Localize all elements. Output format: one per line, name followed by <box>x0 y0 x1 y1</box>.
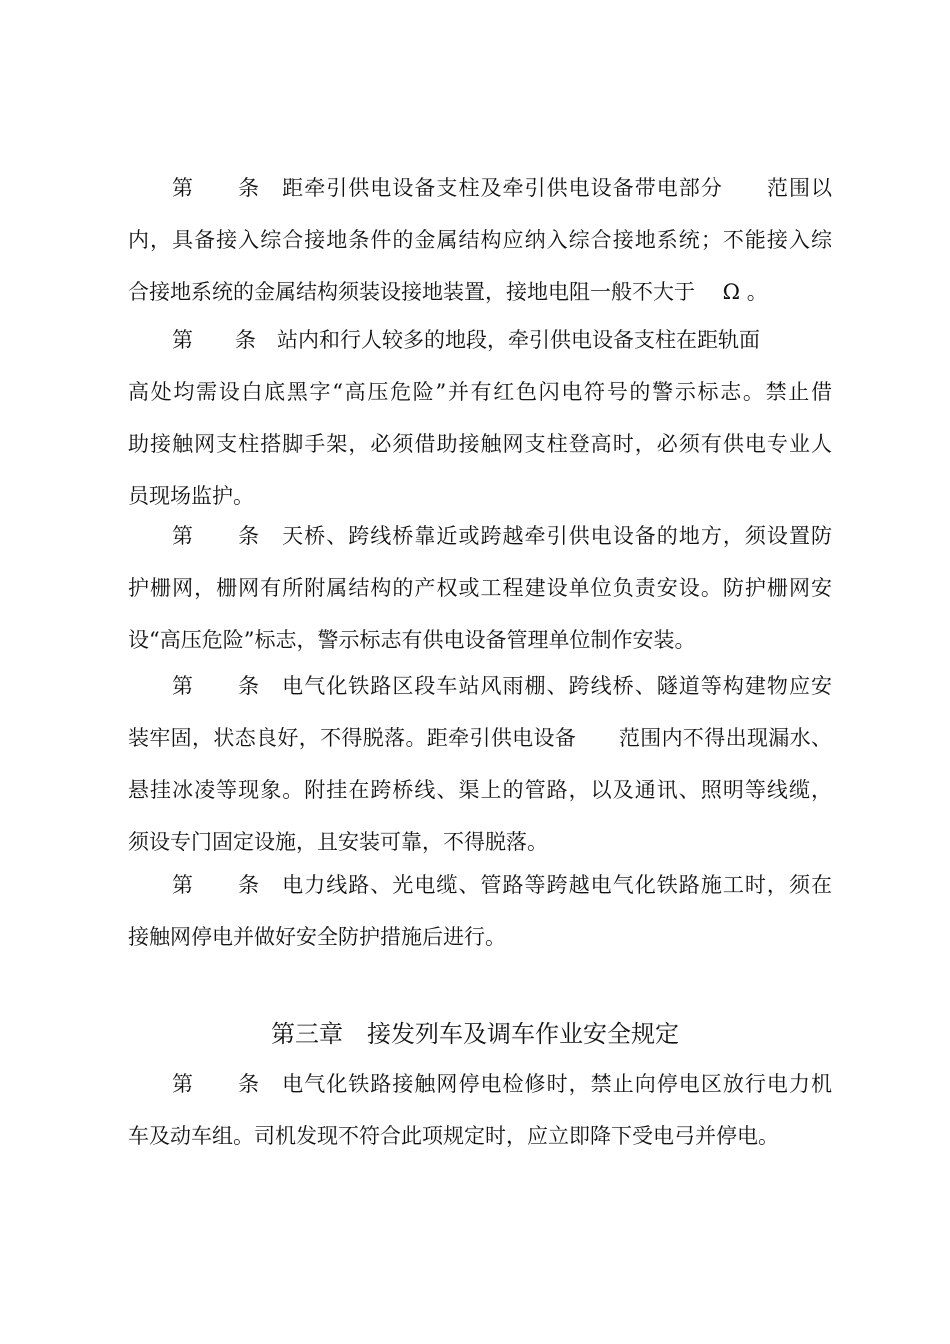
paragraph-line: 设“高压危险”标志，警示标志有供电设备管理单位制作安装。 <box>128 628 696 652</box>
paragraph-line: 装牢固，状态良好，不得脱落。距牵引供电设备 范围内不得出现漏水、 <box>128 726 832 750</box>
article-paragraph <box>128 314 832 522</box>
paragraph-line: 高处均需设白底黑字“高压危险”并有红色闪电符号的警示标志。禁止借 <box>128 380 832 404</box>
paragraph-line: 第 条 站内和行人较多的地段，牵引供电设备支柱在距轨面 <box>172 328 760 352</box>
article-paragraph <box>128 510 832 666</box>
article-paragraph <box>128 859 832 963</box>
paragraph-line: 悬挂冰凌等现象。附挂在跨桥线、渠上的管路，以及通讯、照明等线缆， <box>128 778 832 802</box>
article-paragraph <box>128 162 832 318</box>
paragraph-line: 内，具备接入综合接地条件的金属结构应纳入综合接地系统；不能接入综 <box>128 228 832 252</box>
paragraph-line: 车及动车组。司机发现不符合此项规定时，应立即降下受电弓并停电。 <box>128 1124 779 1148</box>
paragraph-line: 合接地系统的金属结构须装设接地装置，接地电阻一般不大于 Ω 。 <box>128 280 768 304</box>
paragraph-line: 助接触网支柱搭脚手架，必须借助接触网支柱登高时，必须有供电专业人 <box>128 432 832 456</box>
paragraph-line: 第 条 电气化铁路区段车站风雨棚、跨线桥、隧道等构建物应安 <box>172 674 832 698</box>
chapter-title: 第三章 接发列车及调车作业安全规定 <box>271 1020 679 1048</box>
paragraph-line: 护栅网，栅网有所附属结构的产权或工程建设单位负责安设。防护栅网安 <box>128 576 832 600</box>
paragraph-line: 第 条 电气化铁路接触网停电检修时，禁止向停电区放行电力机 <box>172 1072 832 1096</box>
paragraph-line: 接触网停电并做好安全防护措施后进行。 <box>128 925 506 949</box>
article-paragraph <box>128 660 832 868</box>
article-paragraph <box>128 1058 832 1162</box>
paragraph-line: 第 条 距牵引供电设备支柱及牵引供电设备带电部分 范围以 <box>172 176 832 200</box>
paragraph-line: 员现场监护。 <box>128 484 254 508</box>
paragraph-line: 须设专门固定设施，且安装可靠，不得脱落。 <box>128 830 548 854</box>
paragraph-line: 第 条 电力线路、光电缆、管路等跨越电气化铁路施工时，须在 <box>172 873 832 897</box>
paragraph-line: 第 条 天桥、跨线桥靠近或跨越牵引供电设备的地方，须设置防 <box>172 524 832 548</box>
